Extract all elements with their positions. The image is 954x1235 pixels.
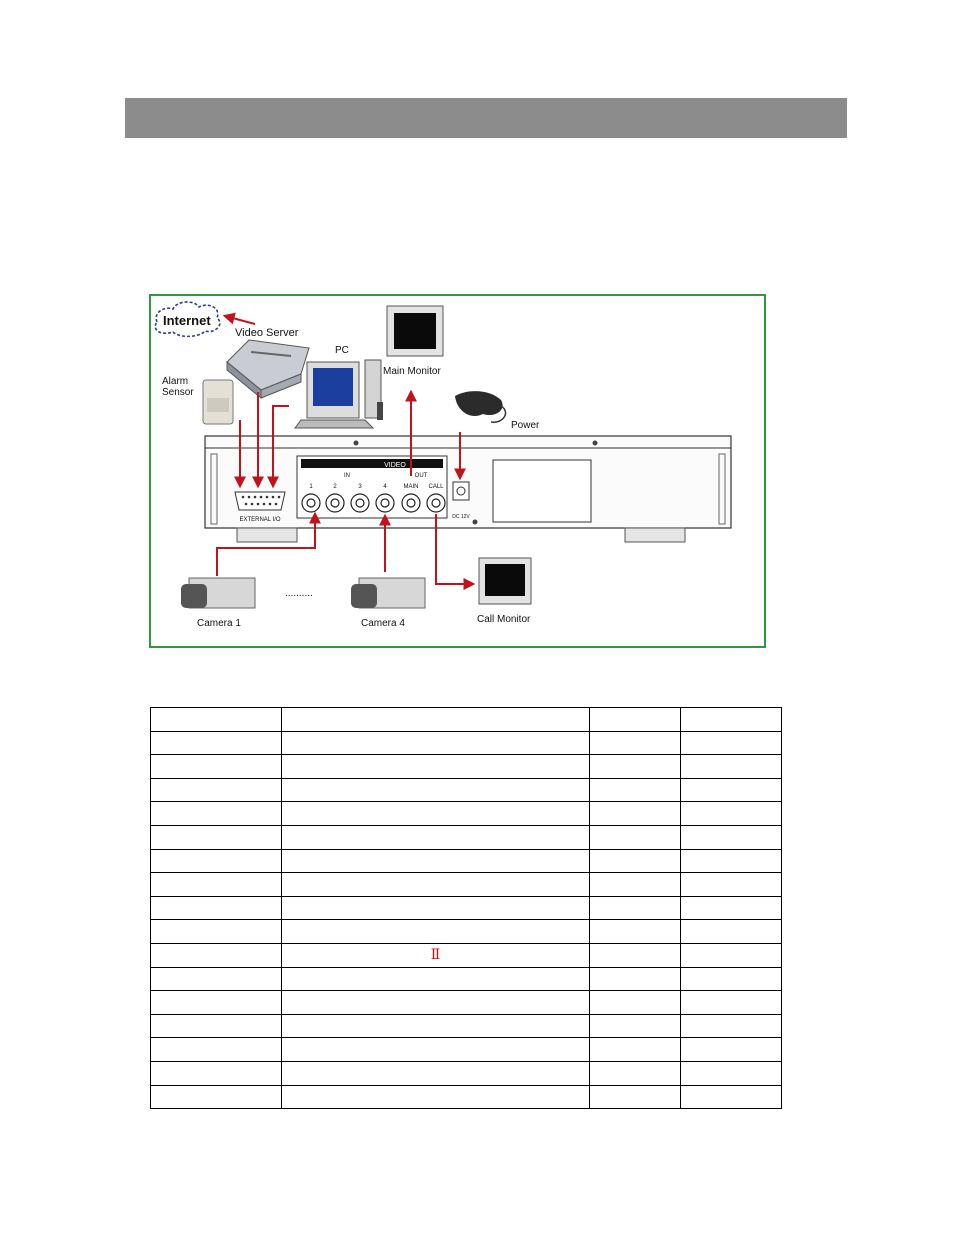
- table-cell: [151, 755, 282, 779]
- table-cell: [590, 1038, 681, 1062]
- table-cell: [681, 896, 782, 920]
- table-cell: [281, 896, 590, 920]
- external-io-port: [235, 492, 285, 523]
- table-cell: [151, 731, 282, 755]
- external-io-label: EXTERNAL I/O: [239, 517, 281, 523]
- pc-label: PC: [335, 345, 349, 356]
- table-cell: [281, 873, 590, 897]
- camera-4-icon: [351, 578, 425, 608]
- table-cell: [151, 708, 282, 732]
- pc-icon: [295, 360, 383, 428]
- table-row: [151, 896, 782, 920]
- table-cell: [590, 849, 681, 873]
- table-cell: [590, 943, 681, 967]
- table-cell: [151, 920, 282, 944]
- table-cell: [281, 778, 590, 802]
- table-cell: [281, 755, 590, 779]
- table-cell: [681, 731, 782, 755]
- panel-out-label: OUT: [414, 473, 428, 479]
- camera-1-label: Camera 1: [197, 618, 241, 629]
- table-cell: [281, 708, 590, 732]
- table-cell: [151, 802, 282, 826]
- table-cell: [590, 1061, 681, 1085]
- video-server-label: Video Server: [235, 327, 299, 339]
- table-cell: [281, 1085, 590, 1109]
- alarm-sensor-icon: [203, 380, 233, 424]
- table-row: [151, 873, 782, 897]
- table-cell: [281, 849, 590, 873]
- port-2-label: 2: [333, 484, 337, 490]
- table-row: [151, 755, 782, 779]
- table-row: [151, 708, 782, 732]
- table-cell: [151, 967, 282, 991]
- video-port-block: [297, 456, 470, 520]
- main-monitor-label: Main Monitor: [383, 366, 441, 377]
- table-cell: [151, 896, 282, 920]
- table-cell: [681, 991, 782, 1015]
- call-monitor-icon: [479, 558, 531, 604]
- table-cell: [590, 708, 681, 732]
- table-cell: [681, 873, 782, 897]
- table-cell: [590, 1014, 681, 1038]
- port-3-label: 3: [358, 484, 362, 490]
- table-cell: [681, 920, 782, 944]
- connection-diagram: [149, 294, 766, 648]
- port-4-label: 4: [383, 484, 387, 490]
- table-row: [151, 967, 782, 991]
- table-cell: [590, 896, 681, 920]
- power-label: Power: [511, 420, 540, 431]
- table-row: [151, 991, 782, 1015]
- table-cell: [151, 1014, 282, 1038]
- table-cell: [681, 825, 782, 849]
- table-cell: [151, 1038, 282, 1062]
- table-cell: [681, 755, 782, 779]
- table-cell: [681, 802, 782, 826]
- internet-cloud-icon: [155, 302, 220, 336]
- table-row: [151, 802, 782, 826]
- table-cell: [590, 802, 681, 826]
- table-cell: [681, 1014, 782, 1038]
- table-cell: [151, 1085, 282, 1109]
- table-cell: [151, 849, 282, 873]
- table-cell: [151, 991, 282, 1015]
- table-cell: [681, 943, 782, 967]
- table-cell: [281, 1038, 590, 1062]
- table-cell: [151, 1061, 282, 1085]
- table-cell: [590, 873, 681, 897]
- table-cell: [590, 1085, 681, 1109]
- panel-in-label: IN: [344, 473, 350, 479]
- table-cell: [590, 920, 681, 944]
- table-cell: [681, 849, 782, 873]
- table-cell: [151, 778, 282, 802]
- section-header-bar: [125, 98, 847, 138]
- call-monitor-label: Call Monitor: [477, 614, 531, 625]
- table-row: [151, 1014, 782, 1038]
- port-1-label: 1: [309, 484, 313, 490]
- table-cell: [281, 1061, 590, 1085]
- internet-label: Internet: [163, 313, 211, 328]
- table-cell: Ⅱ: [281, 943, 590, 967]
- table-cell: [151, 825, 282, 849]
- table-cell: [281, 967, 590, 991]
- alarm-sensor-label-1: Alarm: [162, 376, 189, 387]
- camera-4-label: Camera 4: [361, 618, 405, 629]
- table-cell: [681, 967, 782, 991]
- main-monitor-icon: [387, 306, 443, 356]
- table-cell: [681, 778, 782, 802]
- table-cell: [151, 943, 282, 967]
- table-cell: [681, 708, 782, 732]
- table-cell: [681, 1038, 782, 1062]
- port-main-label: MAIN: [403, 484, 419, 490]
- table-row: [151, 1085, 782, 1109]
- table-cell: [590, 755, 681, 779]
- table-cell: [281, 1014, 590, 1038]
- table-row: [151, 849, 782, 873]
- dc-label: DC 12V: [452, 514, 470, 520]
- table-cell: [681, 1061, 782, 1085]
- table-row: [151, 1038, 782, 1062]
- table-cell: [590, 991, 681, 1015]
- table-cell: [281, 991, 590, 1015]
- table-cell: [590, 825, 681, 849]
- table-row: [151, 920, 782, 944]
- table-cell: [681, 1085, 782, 1109]
- video-server-icon: [227, 340, 309, 398]
- spec-table: [150, 707, 782, 1109]
- table-cell: [590, 731, 681, 755]
- table-row: [151, 825, 782, 849]
- table-row: [151, 1061, 782, 1085]
- power-adapter-icon: [455, 391, 506, 422]
- camera-1-icon: [181, 578, 255, 608]
- table-cell: [590, 778, 681, 802]
- camera-dots: ..........: [285, 588, 313, 599]
- table-row: [151, 943, 782, 967]
- table-row: [151, 731, 782, 755]
- table-cell: [281, 825, 590, 849]
- table-cell: [151, 873, 282, 897]
- alarm-sensor-label-2: Sensor: [162, 387, 194, 398]
- table-row: [151, 778, 782, 802]
- table-cell: [590, 967, 681, 991]
- panel-video-label: VIDEO: [384, 462, 406, 469]
- port-call-label: CALL: [428, 484, 444, 490]
- table-cell: [281, 802, 590, 826]
- table-cell: [281, 920, 590, 944]
- table-cell: [281, 731, 590, 755]
